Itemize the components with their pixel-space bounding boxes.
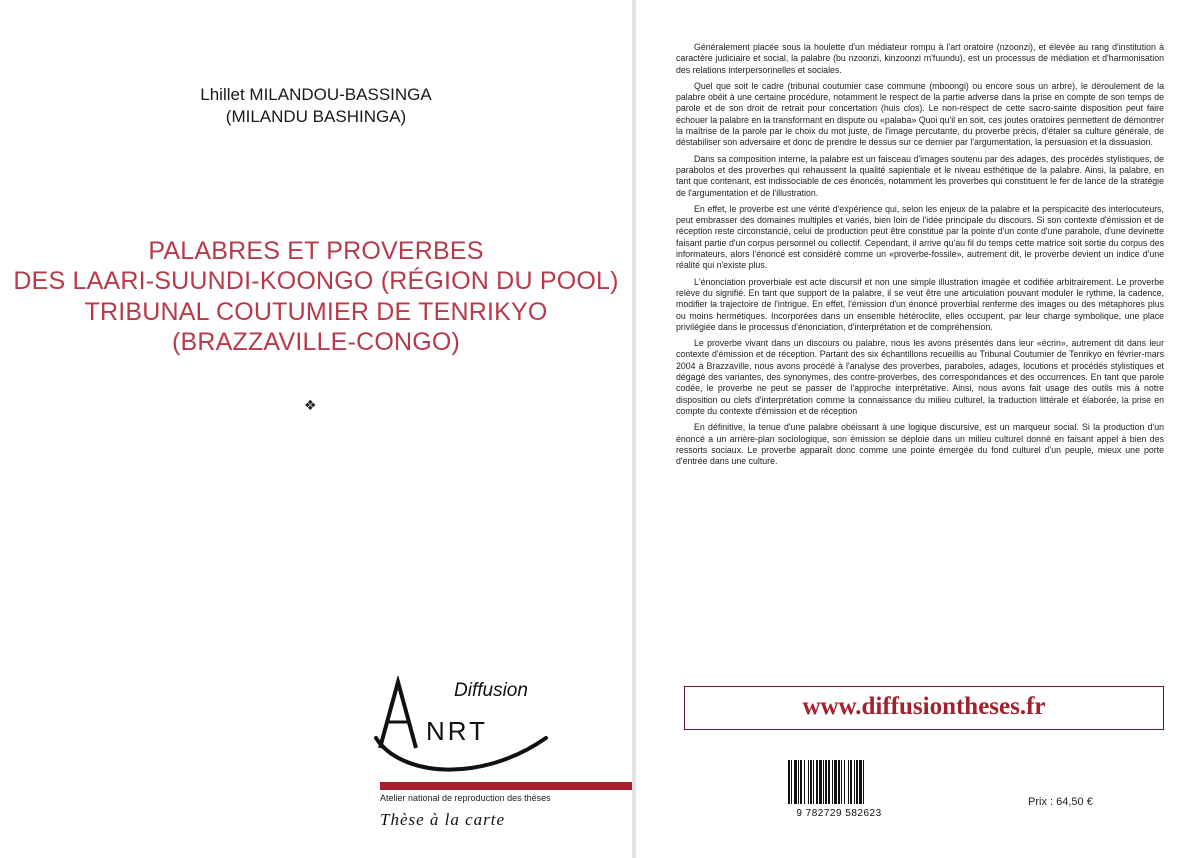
summary-paragraph: En effet, le proverbe est une vérité d'expérience qui, selon les enjeux de la palabre et la perspicacité des interlocuteurs, peut embrasser des domaines multiples et variés, bien loin de l'idée principale du discours. Si son contexte d'émission et de réception reste circonstancié, celui de production peut être constitué par la pointe d'un conte d'une parabole, d'une devinette faisant partie d'un corpus personnel ou collectif. Cependant, il arrive qu'au fil du temps cette matrice soit sortie du corpus des informateurs, alors l'énoncé est considéré comme un «proverbe-fossile», autrement dit, le proverbe devient un indice d'une réalité qui n'existe plus.	[676, 203, 1164, 271]
book-title-line-3: TRIBUNAL COUTUMIER DE TENRIKYO	[84, 298, 548, 326]
ornament-icon: ❖	[304, 398, 317, 414]
author-name: Lhillet MILANDOU-BASSINGA	[200, 85, 432, 104]
publisher-logo-block	[370, 676, 632, 856]
isbn-number: 9 782729 582623	[796, 808, 882, 819]
back-cover-summary	[676, 42, 1164, 472]
website-box	[684, 686, 1164, 730]
summary-paragraph: L'énonciation proverbiale est acte discursif et non une simple illustration imagée et codifiée arbitrairement. Le proverbe relève du signifié. En tant que support de la palabre, il se veut être une articulation pouvant moduler le rythme, la cadence, modifier la trajectoire de l'intrigue. En effet, l'émission d'un énoncé proverbial renferme des images ou des métaphores plus ou moins hermétiques. Incorporées dans un ensemble hétéroclite, elles occupent, par leur charge symbolique, une place privilégiée dans le processus d'énonciation, d'interprétation et de compréhension.	[676, 276, 1164, 332]
publisher-tagline: Thèse à la carte	[380, 810, 506, 829]
price-label: Prix : 64,50 €	[1028, 796, 1093, 808]
author-alt-name: (MILANDU BASHINGA)	[225, 107, 407, 126]
book-title-line-1: PALABRES ET PROVERBES	[148, 237, 484, 265]
barcode-icon	[786, 760, 892, 806]
summary-paragraph: Le proverbe vivant dans un discours ou palabre, nous les avons présentés dans leur «écrin», autrement dit dans leur contexte d'émission et de réception. Partant des six échantillons recueillis au Tribunal Coutumier de Tenrikyo en février-mars 2004 à Brazzaville, nous avons procédé à l'analyse des proverbes, paraboles, adages, locutions et procédés stylistiques et dégagé des variantes, des synonymes, des contre-proverbes, des correspondances et des occurrences. En tant que parole codée, le proverbe ne peut se passer de l'approche interprétative. Ainsi, nous avons fait usage des outils mis à notre disposition ou clefs d'interprétation comme la connaissance du milieu culturel, la traduction littérale et élaborée, la prise en compte du contexte d'émission et de réception	[676, 338, 1164, 416]
publisher-full-name: Atelier national de reproduction des thèses	[380, 793, 551, 803]
summary-paragraph: Quel que soit le cadre (tribunal coutumier case commune (mboongi) ou encore sous un arbre), le déroulement de la palabre obéit à une certaine procédure, notamment le respect de la partie adverse dans la prise en compte de son temps de parole et de son droit de retrait pour concertation (huis clos). Le non-respect de cette sacro-sainte disposition peut faire échouer la palabre en la transformant en dispute ou «palaba» Quoi qu'il en soit, ces joutes oratoires permettent de démontrer la maîtrise de la parole par le choix du mot juste, de l'image percutante, du proverbe précis, d'étaler sa culture générale, de déstabiliser son adversaire et donc de prendre le dessus sur ce dernier par l'argumentation, la persuasion et la dissuasion.	[676, 80, 1164, 148]
anrt-logo-letters: NRT	[426, 716, 488, 746]
book-title-line-2: DES LAARI-SUUNDI-KOONGO (RÉGION DU POOL)	[13, 267, 619, 295]
website-url[interactable]: www.diffusiontheses.fr	[802, 693, 1046, 720]
diffusion-label: Diffusion	[454, 680, 528, 701]
summary-paragraph: Généralement placée sous la houlette d'un médiateur rompu à l'art oratoire (nzoonzi), et élevée au rang d'institution à caractère judiciaire et social, la palabre (bu nzoonzi, kinzoonzi m'fuundu), est un processus de médiation et d'harmonisation des relations interpersonnelles et sociales.	[676, 42, 1164, 75]
red-accent-bar	[380, 782, 632, 790]
book-title-line-4: (BRAZZAVILLE-CONGO)	[171, 328, 461, 356]
summary-paragraph: Dans sa composition interne, la palabre est un faisceau d'images soutenu par des adages, des procédés stylistiques, de parabolos et des proverbes qui rehaussent la qualité sapientiale et le niveau esthétique de la palabre. Ainsi, la palabre, en tant que contenant, est indissociable de ces énoncés, notamment les proverbes qui constituent le fer de lance de la stratégie de l'argumentation et de l'illustration.	[676, 153, 1164, 198]
summary-paragraph: En définitive, la tenue d'une palabre obéissant à une logique discursive, est un marqueur social. Si la production d'un énoncé a un arrière-plan sociologique, son émission se déploie dans un milieu culturel donné en faisant appel à bien des ressorts sociaux. Le proverbe apparaît donc comme une pointe émergée du fond culturel d'un peuple, mieux une porte d'entrée dans une culture.	[676, 422, 1164, 467]
